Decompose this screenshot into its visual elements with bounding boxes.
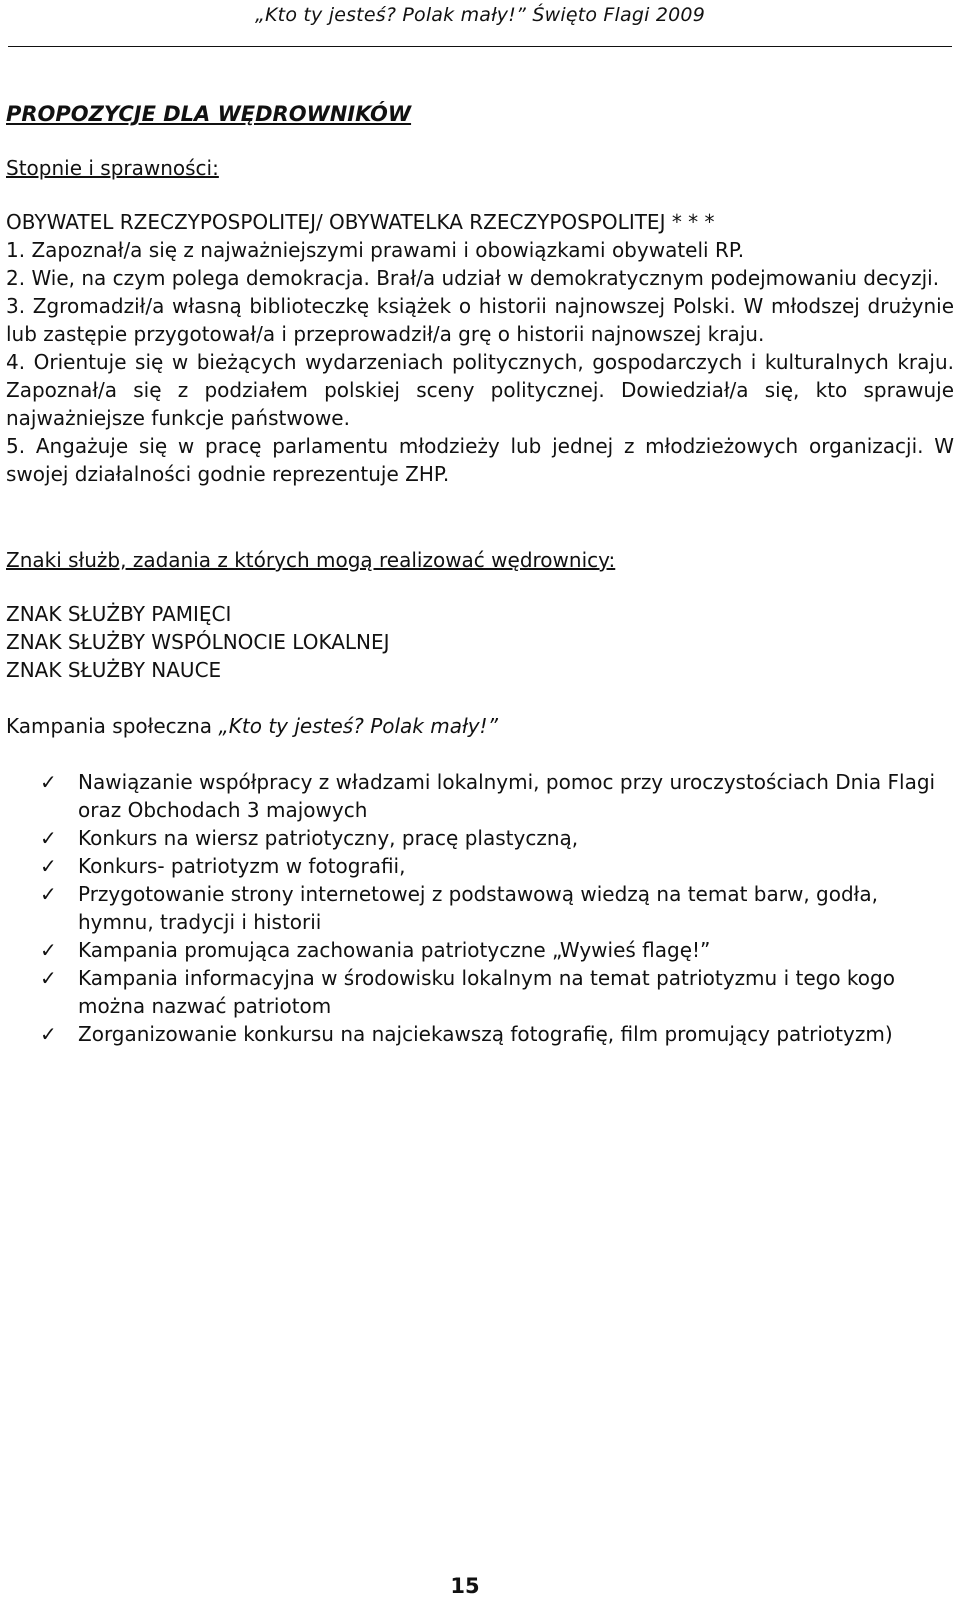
checklist-text: Konkurs na wiersz patriotyczny, pracę plastyczną,	[78, 826, 579, 850]
checklist-text: Nawiązanie współpracy z władzami lokalnymi, pomoc przy uroczystościach Dnia Flagi oraz Obchodach 3 majowych	[78, 770, 936, 822]
checklist-text: Przygotowanie strony internetowej z podstawową wiedzą na temat barw, godła, hymnu, tradycji i historii	[78, 882, 878, 934]
checklist-item	[6, 936, 958, 964]
sign-item: ZNAK SŁUŻBY PAMIĘCI	[6, 602, 232, 626]
requirements-list	[6, 236, 954, 488]
sign-item: ZNAK SŁUŻBY NAUCE	[6, 658, 222, 682]
checklist-text: Kampania promująca zachowania patriotyczne „Wywieś flagę!”	[78, 938, 711, 962]
checklist-item	[6, 824, 958, 852]
checklist-text: Zorganizowanie konkursu na najciekawszą fotografię, film promujący patriotyzm)	[78, 1022, 893, 1046]
checkmark-icon: ✓	[40, 966, 57, 990]
checkmark-icon: ✓	[40, 882, 57, 906]
section-title: PROPOZYCJE DLA WĘDROWNIKÓW	[6, 102, 412, 126]
checklist-text: Kampania informacyjna w środowisku lokalnym na temat patriotyzmu i tego kogo można nazwać patriotom	[78, 966, 895, 1018]
checklist-item	[6, 1020, 958, 1048]
list-item: 5. Angażuje się w pracę parlamentu młodzieży lub jednej z młodzieżowych organizacji. W swojej działalności godnie reprezentuje ZHP.	[6, 434, 954, 486]
page-content	[6, 100, 954, 1048]
signs-heading: Znaki służb, zadania z których mogą realizować wędrownicy:	[6, 548, 616, 572]
list-item: 4. Orientuje się w bieżących wydarzeniach politycznych, gospodarczych i kulturalnych kraju. Zapoznał/a się z podziałem polskiej sceny politycznej. Dowiedział/a się, kto sprawuje najważniejsze funkcje państwowe.	[6, 350, 954, 430]
list-item: 1. Zapoznał/a się z najważniejszymi prawami i obowiązkami obywateli RP.	[6, 238, 745, 262]
campaign-line	[6, 712, 954, 740]
checkmark-icon: ✓	[40, 770, 57, 794]
subheading: Stopnie i sprawności:	[6, 156, 219, 180]
checklist	[6, 768, 954, 1048]
checkmark-icon: ✓	[40, 826, 57, 850]
checkmark-icon: ✓	[40, 854, 57, 878]
list-item: 3. Zgromadził/a własną biblioteczkę książek o historii najnowszej Polski. W młodszej drużynie lub zastępie przygotował/a i przeprowadził/a grę o historii najnowszej kraju.	[6, 294, 954, 346]
checklist-item	[6, 768, 958, 824]
checklist-item	[6, 964, 958, 1020]
checklist-text: Konkurs- patriotyzm w fotografii,	[78, 854, 406, 878]
checklist-item	[6, 852, 958, 880]
list-item: 2. Wie, na czym polega demokracja. Brał/a udział w demokratycznym podejmowaniu decyzji.	[6, 266, 940, 290]
running-header: „Kto ty jesteś? Polak mały!” Święto Flagi 2009	[254, 4, 706, 26]
spacer	[6, 488, 954, 546]
category-title: OBYWATEL RZECZYPOSPOLITEJ/ OBYWATELKA RZECZYPOSPOLITEJ * * *	[6, 210, 715, 234]
checkmark-icon: ✓	[40, 938, 57, 962]
checklist-item	[6, 880, 958, 936]
campaign-prefix: Kampania społeczna	[6, 714, 219, 738]
sign-item: ZNAK SŁUŻBY WSPÓLNOCIE LOKALNEJ	[6, 630, 390, 654]
campaign-name: „Kto ty jesteś? Polak mały!”	[218, 714, 498, 738]
checkmark-icon: ✓	[40, 1022, 57, 1046]
signs-list	[6, 600, 954, 684]
header-rule	[8, 46, 952, 47]
page-number: 15	[450, 1574, 480, 1598]
